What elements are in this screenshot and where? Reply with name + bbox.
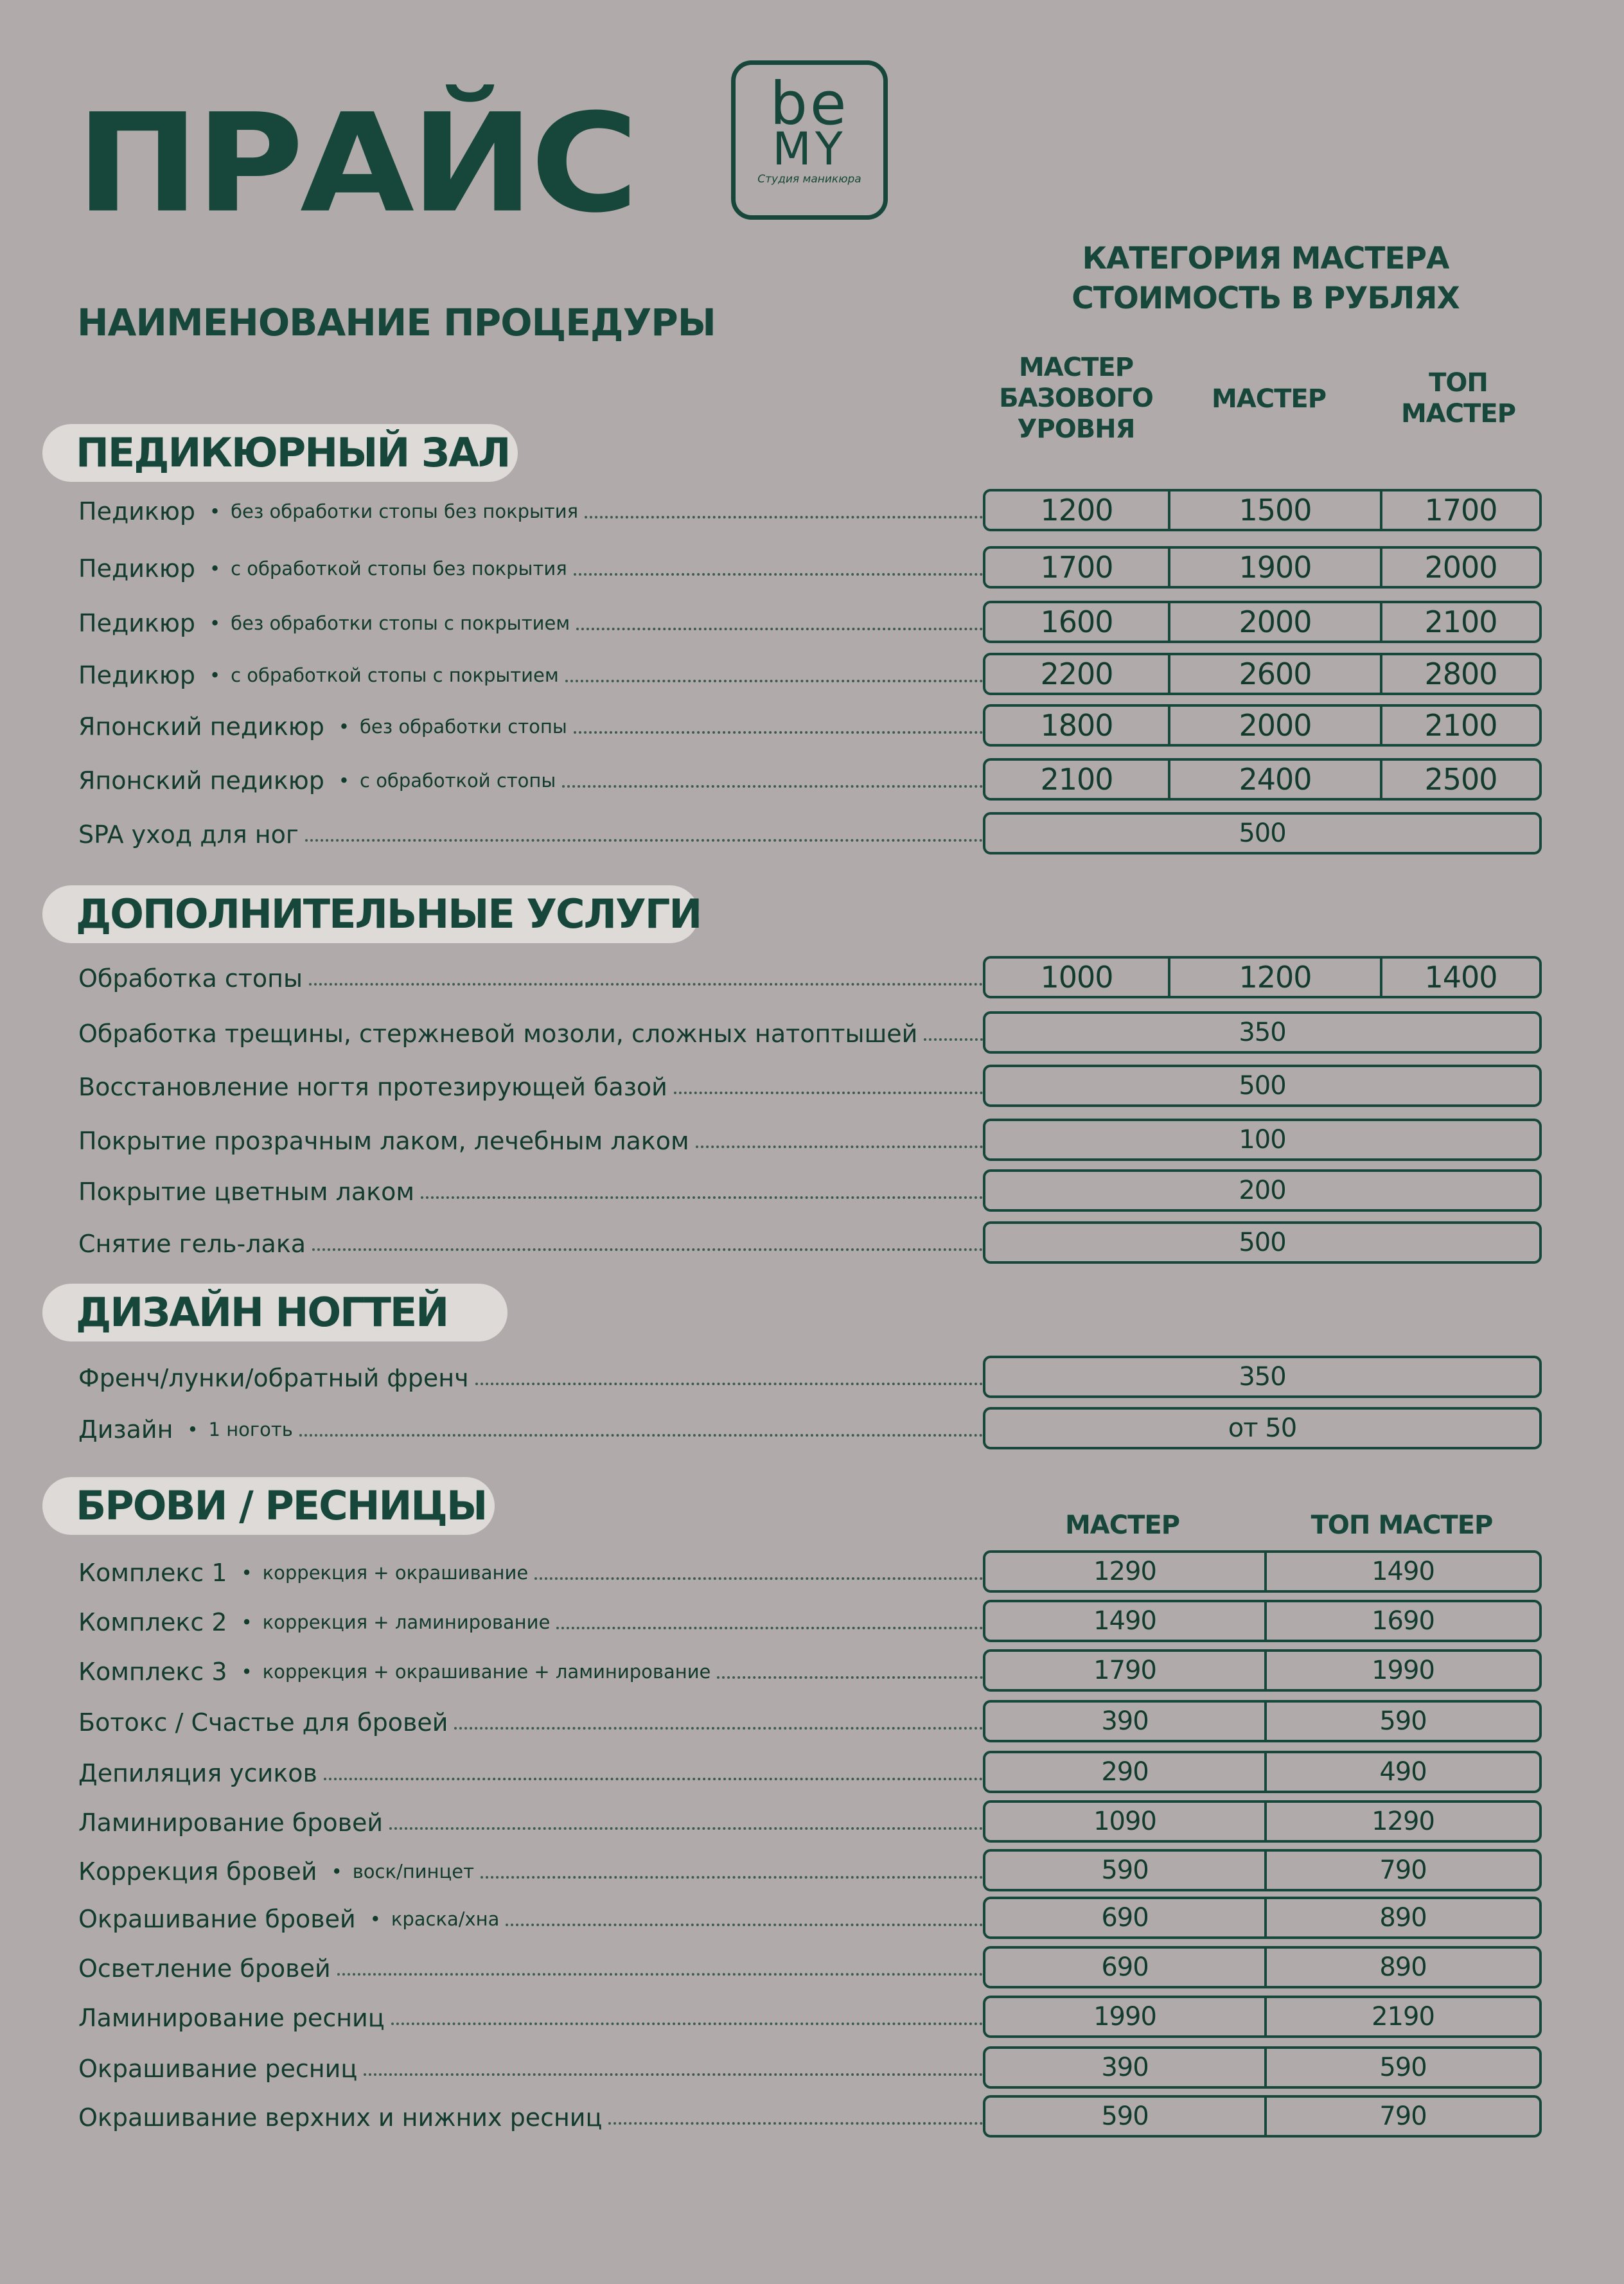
service-label xyxy=(78,601,983,646)
price-row xyxy=(0,1800,1624,1845)
dot-leader xyxy=(556,1627,983,1629)
price-value: 1700 xyxy=(1424,493,1497,527)
section-brows-lashes: БРОВИ / РЕСНИЦЫ xyxy=(42,1477,495,1535)
price-box xyxy=(983,1849,1542,1891)
price-value: 100 xyxy=(1239,1125,1286,1155)
service-label xyxy=(78,1600,983,1645)
logo-line1: be xyxy=(770,69,849,138)
price-box xyxy=(983,1169,1542,1212)
service-label xyxy=(78,1221,983,1266)
service-name: Педикюр xyxy=(78,554,195,583)
service-name: Осветление бровей xyxy=(78,1954,331,1983)
section-pedicure: ПЕДИКЮРНЫЙ ЗАЛ xyxy=(42,424,518,482)
dot-leader xyxy=(574,573,983,576)
price-value: 1000 xyxy=(985,959,1170,996)
price-value: 2190 xyxy=(1372,2002,1434,2032)
price-box xyxy=(983,1996,1542,2038)
service-label xyxy=(78,1996,983,2041)
price-row xyxy=(0,653,1624,698)
service-name: Комплекс 2 xyxy=(78,1608,227,1636)
price-value: 2400 xyxy=(1170,761,1382,798)
price-value: 1700 xyxy=(985,549,1170,586)
service-label xyxy=(78,1550,983,1595)
dot-leader xyxy=(674,1092,983,1094)
service-name: Обработка трещины, стержневой мозоли, сложных натоптышей xyxy=(78,1020,918,1048)
price-value: 590 xyxy=(985,1852,1267,1889)
brand-logo xyxy=(731,60,888,220)
price-value: 2100 xyxy=(1424,605,1497,639)
service-name: Френч/лунки/обратный френч xyxy=(78,1364,469,1392)
service-label xyxy=(78,1751,983,1796)
price-row xyxy=(0,1169,1624,1214)
category-line1: КАТЕГОРИЯ МАСТЕРА xyxy=(1082,241,1449,276)
price-box xyxy=(983,1550,1542,1593)
price-row xyxy=(0,1011,1624,1056)
dot-leader xyxy=(299,1434,983,1437)
section-extra-services: ДОПОЛНИТЕЛЬНЫЕ УСЛУГИ xyxy=(42,885,699,943)
service-label xyxy=(78,1946,983,1991)
service-detail: • коррекция + ламинирование xyxy=(242,1611,551,1633)
price-value: 1500 xyxy=(1170,491,1382,529)
section-nail-design: ДИЗАЙН НОГТЕЙ xyxy=(42,1284,508,1341)
service-name: Ламинирование ресниц xyxy=(78,2004,385,2032)
procedure-heading: НАИМЕНОВАНИЕ ПРОЦЕДУРЫ xyxy=(77,301,716,344)
column-header-master: МАСТЕР xyxy=(1211,384,1327,414)
column-header-top-master-2: ТОП МАСТЕР xyxy=(1311,1510,1493,1540)
service-label xyxy=(78,956,983,1001)
price-value: 590 xyxy=(1379,2053,1427,2082)
service-label xyxy=(78,704,983,749)
price-value: 590 xyxy=(1379,1706,1427,1736)
dot-leader xyxy=(309,983,983,986)
service-name: Обработка стопы xyxy=(78,964,303,993)
price-box xyxy=(983,758,1542,801)
price-box xyxy=(983,1407,1542,1449)
price-value: 2600 xyxy=(1170,655,1382,693)
service-label xyxy=(78,1897,983,1942)
price-value: 1200 xyxy=(1170,959,1382,996)
dot-leader xyxy=(305,839,983,842)
dot-leader xyxy=(585,516,983,518)
price-value: 1990 xyxy=(985,1998,1267,2035)
service-label xyxy=(78,1700,983,1745)
service-label xyxy=(78,1065,983,1110)
price-row xyxy=(0,1065,1624,1110)
service-label xyxy=(78,1407,983,1452)
price-value: 500 xyxy=(1239,1228,1286,1257)
price-box xyxy=(983,1065,1542,1107)
price-box xyxy=(983,812,1542,854)
logo-line2: MY xyxy=(772,123,847,175)
service-name: SPA уход для ног xyxy=(78,820,299,849)
price-box xyxy=(983,1800,1542,1843)
price-value: 490 xyxy=(1379,1757,1427,1787)
service-detail: • с обработкой стопы xyxy=(339,770,556,792)
price-box xyxy=(983,1356,1542,1398)
service-name: Комплекс 3 xyxy=(78,1658,227,1686)
price-value: 790 xyxy=(1379,2102,1427,2131)
service-label xyxy=(78,1800,983,1845)
price-value: 790 xyxy=(1379,1855,1427,1885)
price-box xyxy=(983,956,1542,998)
dot-leader xyxy=(364,2073,983,2076)
service-name: Ботокс / Счастье для бровей xyxy=(78,1708,448,1737)
service-detail: • коррекция + окрашивание + ламинирование xyxy=(242,1661,711,1683)
price-box xyxy=(983,546,1542,589)
price-box xyxy=(983,1119,1542,1161)
dot-leader xyxy=(337,1973,983,1976)
price-value: 1490 xyxy=(1372,1557,1434,1586)
price-row xyxy=(0,1649,1624,1694)
service-name: Окрашивание верхних и нижних ресниц xyxy=(78,2103,603,2132)
price-box xyxy=(983,2095,1542,2138)
price-row xyxy=(0,1700,1624,1745)
service-label xyxy=(78,758,983,803)
price-value: 390 xyxy=(985,2049,1267,2086)
price-value: 1490 xyxy=(985,1602,1267,1640)
price-value: 1400 xyxy=(1424,960,1497,995)
dot-leader xyxy=(421,1196,983,1199)
price-value: 1900 xyxy=(1170,549,1382,586)
price-box xyxy=(983,653,1542,695)
price-value: 2000 xyxy=(1170,707,1382,744)
service-name: Педикюр xyxy=(78,609,195,637)
dot-leader xyxy=(562,785,983,788)
service-detail: • коррекция + окрашивание xyxy=(242,1562,529,1584)
price-box xyxy=(983,1700,1542,1742)
price-value: 2000 xyxy=(1170,603,1382,641)
price-row xyxy=(0,812,1624,857)
price-row xyxy=(0,704,1624,749)
price-row xyxy=(0,1751,1624,1796)
dot-leader xyxy=(389,1827,983,1830)
price-row xyxy=(0,758,1624,803)
price-value: 2200 xyxy=(985,655,1170,693)
price-value: 590 xyxy=(985,2098,1267,2135)
service-label xyxy=(78,1649,983,1694)
price-value: 500 xyxy=(1239,1071,1286,1101)
price-box xyxy=(983,1011,1542,1054)
service-detail: • с обработкой стопы с покрытием xyxy=(209,664,559,686)
price-value: 290 xyxy=(985,1753,1267,1791)
price-row xyxy=(0,1119,1624,1164)
price-row xyxy=(0,956,1624,1001)
price-row xyxy=(0,601,1624,646)
service-name: Покрытие цветным лаком xyxy=(78,1178,415,1206)
price-value: 500 xyxy=(1239,819,1286,848)
price-value: 2100 xyxy=(985,761,1170,798)
service-label xyxy=(78,2095,983,2140)
service-name: Комплекс 1 xyxy=(78,1559,227,1587)
service-name: Депиляция усиков xyxy=(78,1759,317,1787)
price-value: 350 xyxy=(1239,1362,1286,1392)
service-detail: • воск/пинцет xyxy=(331,1861,474,1882)
dot-leader xyxy=(574,731,983,734)
price-value: 690 xyxy=(985,1899,1267,1936)
dot-leader xyxy=(324,1778,983,1780)
dot-leader xyxy=(608,2122,983,2125)
price-box xyxy=(983,1600,1542,1642)
service-detail: • с обработкой стопы без покрытия xyxy=(209,558,567,580)
column-header-base-master: МАСТЕР БАЗОВОГО УРОВНЯ xyxy=(999,353,1153,444)
column-header-master-2: МАСТЕР xyxy=(1064,1510,1180,1540)
page-title: ПРАЙС xyxy=(76,85,635,243)
service-label xyxy=(78,546,983,591)
price-value: 2800 xyxy=(1424,657,1497,691)
price-box xyxy=(983,1897,1542,1939)
price-value: 1800 xyxy=(985,707,1170,744)
dot-leader xyxy=(534,1577,983,1580)
price-box xyxy=(983,1946,1542,1988)
price-row xyxy=(0,1550,1624,1595)
price-value: 390 xyxy=(985,1703,1267,1740)
service-label xyxy=(78,2046,983,2091)
price-box xyxy=(983,1649,1542,1692)
category-line2: СТОИМОСТЬ В РУБЛЯХ xyxy=(1072,281,1460,316)
dot-leader xyxy=(506,1924,983,1926)
service-label xyxy=(78,1356,983,1401)
service-name: Педикюр xyxy=(78,661,195,689)
service-detail: • 1 ноготь xyxy=(187,1419,292,1440)
service-detail: • краска/хна xyxy=(370,1908,500,1930)
price-box xyxy=(983,2046,1542,2089)
dot-leader xyxy=(475,1383,983,1385)
price-row xyxy=(0,1407,1624,1452)
service-name: Покрытие прозрачным лаком, лечебным лаком xyxy=(78,1127,689,1155)
dot-leader xyxy=(312,1248,983,1251)
price-value: 2500 xyxy=(1424,762,1497,797)
price-value: 2000 xyxy=(1424,550,1497,585)
service-name: Педикюр xyxy=(78,497,195,526)
service-name: Японский педикюр xyxy=(78,766,324,795)
price-value: 1690 xyxy=(1372,1606,1434,1636)
price-value: 1990 xyxy=(1372,1656,1434,1685)
category-heading xyxy=(1009,239,1522,319)
service-name: Ламинирование бровей xyxy=(78,1809,384,1837)
dot-leader xyxy=(565,680,983,682)
service-detail: • без обработки стопы xyxy=(339,716,567,738)
logo-tagline: Студия маникюра xyxy=(757,173,861,186)
service-label xyxy=(78,489,983,534)
dot-leader xyxy=(481,1876,983,1879)
price-value: 200 xyxy=(1239,1176,1286,1205)
price-box xyxy=(983,489,1542,531)
service-name: Снятие гель-лака xyxy=(78,1230,306,1258)
dot-leader xyxy=(696,1146,983,1148)
service-name: Окрашивание ресниц xyxy=(78,2055,358,2083)
price-value: 1600 xyxy=(985,603,1170,641)
price-row xyxy=(0,1996,1624,2041)
price-value: 890 xyxy=(1379,1903,1427,1933)
dot-leader xyxy=(391,2023,983,2025)
dot-leader xyxy=(576,628,983,630)
service-name: Окрашивание бровей xyxy=(78,1905,356,1933)
price-row xyxy=(0,1356,1624,1401)
price-row xyxy=(0,1897,1624,1942)
price-row xyxy=(0,1600,1624,1645)
service-label xyxy=(78,812,983,857)
price-row xyxy=(0,489,1624,534)
service-name: Японский педикюр xyxy=(78,713,324,741)
price-box xyxy=(983,704,1542,747)
service-label xyxy=(78,1119,983,1164)
price-row xyxy=(0,2095,1624,2140)
service-detail: • без обработки стопы без покрытия xyxy=(209,500,578,522)
column-header-top-master: ТОП МАСТЕР xyxy=(1400,368,1516,429)
price-row xyxy=(0,1221,1624,1266)
price-value: 1790 xyxy=(985,1652,1267,1689)
service-name: Дизайн xyxy=(78,1415,173,1444)
price-value: 1290 xyxy=(985,1553,1267,1590)
service-label xyxy=(78,653,983,698)
price-value: 890 xyxy=(1379,1952,1427,1982)
price-row xyxy=(0,1946,1624,1991)
dot-leader xyxy=(924,1038,983,1041)
price-value: 350 xyxy=(1239,1018,1286,1047)
service-label xyxy=(78,1169,983,1214)
service-name: Восстановление ногтя протезирующей базой xyxy=(78,1073,667,1101)
price-value: 690 xyxy=(985,1949,1267,1986)
price-row xyxy=(0,546,1624,591)
price-box xyxy=(983,1751,1542,1793)
service-detail: • без обработки стопы с покрытием xyxy=(209,612,570,634)
price-row xyxy=(0,2046,1624,2091)
price-value: 1290 xyxy=(1372,1807,1434,1836)
price-value: 2100 xyxy=(1424,708,1497,743)
price-box xyxy=(983,1221,1542,1264)
dot-leader xyxy=(454,1727,983,1730)
service-name: Коррекция бровей xyxy=(78,1857,317,1886)
price-value: 1090 xyxy=(985,1803,1267,1840)
service-label xyxy=(78,1011,983,1056)
price-row xyxy=(0,1849,1624,1894)
price-box xyxy=(983,601,1542,643)
service-label xyxy=(78,1849,983,1894)
price-value: 1200 xyxy=(985,491,1170,529)
dot-leader xyxy=(717,1676,983,1679)
price-value: от 50 xyxy=(1228,1413,1297,1443)
